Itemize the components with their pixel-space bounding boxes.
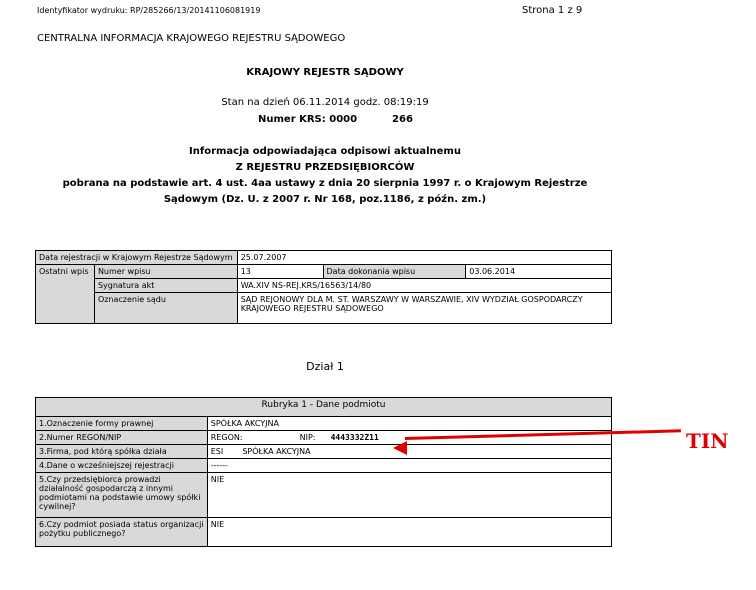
print-identifier: Identyfikator wydruku: RP/285266/13/20141106081919 bbox=[37, 6, 261, 15]
info-line-3: pobrana na podstawie art. 4 ust. 4aa ustawy z dnia 20 sierpnia 1997 r. o Krajowym Rejestrze bbox=[62, 178, 588, 189]
row-value-civil-partnership: NIE bbox=[207, 473, 611, 518]
last-entry-label: Ostatni wpis bbox=[36, 265, 95, 324]
annotation-arrow-head bbox=[393, 441, 407, 455]
as-of-date: Stan na dzień 06.11.2014 godz. 08:19:19 bbox=[221, 97, 429, 108]
regon-label: REGON: bbox=[210, 433, 243, 442]
rubric-header: Rubryka 1 - Dane podmiotu bbox=[36, 398, 612, 417]
reg-date-value: 25.07.2007 bbox=[237, 251, 611, 265]
firm-short: ESI bbox=[210, 447, 224, 456]
page-number: Strona 1 z 9 bbox=[522, 5, 583, 16]
row-value-public-benefit: NIE bbox=[207, 518, 611, 547]
info-line-1: Informacja odpowiadająca odpisowi aktualnemu bbox=[189, 146, 461, 157]
entry-no-label: Numer wpisu bbox=[94, 265, 237, 279]
entry-date-label: Data dokonania wpisu bbox=[323, 265, 466, 279]
krs-suffix: 266 bbox=[392, 114, 413, 125]
row-value-firm bbox=[207, 445, 611, 459]
section-title: Dział 1 bbox=[306, 360, 344, 373]
row-label-previous-registration: 4.Dane o wcześniejszej rejestracji bbox=[36, 459, 208, 473]
row-label-public-benefit: 6.Czy podmiot posiada status organizacji pożytku publicznego? bbox=[36, 518, 208, 547]
row-label-regon-nip: 2.Numer REGON/NIP bbox=[36, 431, 208, 445]
row-value-previous-registration: ------ bbox=[207, 459, 611, 473]
info-line-2: Z REJESTRU PRZEDSIĘBIORCÓW bbox=[235, 162, 415, 173]
court-label: Oznaczenie sądu bbox=[94, 293, 237, 324]
krs-label: Numer KRS: 0000 bbox=[258, 114, 358, 125]
row-label-firm: 3.Firma, pod którą spółka działa bbox=[36, 445, 208, 459]
registry-table bbox=[35, 250, 612, 324]
entry-date-value: 03.06.2014 bbox=[466, 265, 612, 279]
org-name: CENTRALNA INFORMACJA KRAJOWEGO REJESTRU SĄDOWEGO bbox=[37, 33, 346, 44]
row-label-legal-form: 1.Oznaczenie formy prawnej bbox=[36, 417, 208, 431]
row-label-civil-partnership: 5.Czy przedsiębiorca prowadzi działalność gospodarczą z innymi podmiotami na podstawie umowy spółki cywilnej? bbox=[36, 473, 208, 518]
entry-no-value: 13 bbox=[237, 265, 323, 279]
row-value-legal-form: SPÓŁKA AKCYJNA bbox=[207, 417, 611, 431]
signature-label: Sygnatura akt bbox=[94, 279, 237, 293]
nip-label: NIP: bbox=[299, 433, 316, 442]
nip-value: 4443332Z11 bbox=[330, 433, 379, 442]
reg-date-label: Data rejestracji w Krajowym Rejestrze Sądowym bbox=[36, 251, 238, 265]
register-title: KRAJOWY REJESTR SĄDOWY bbox=[246, 67, 404, 78]
tin-annotation-label: TIN bbox=[686, 429, 729, 453]
info-line-4: Sądowym (Dz. U. z 2007 r. Nr 168, poz.1186, z późn. zm.) bbox=[163, 194, 487, 205]
rubric-table bbox=[35, 397, 612, 547]
krs-number bbox=[258, 114, 413, 125]
signature-value: WA.XIV NS-REJ.KRS/16563/14/80 bbox=[237, 279, 611, 293]
court-value: SĄD REJONOWY DLA M. ST. WARSZAWY W WARSZAWIE, XIV WYDZIAŁ GOSPODARCZY KRAJOWEGO REJESTRU SĄDOWEGO bbox=[237, 293, 611, 324]
firm-rest: SPÓŁKA AKCYJNA bbox=[242, 447, 311, 456]
